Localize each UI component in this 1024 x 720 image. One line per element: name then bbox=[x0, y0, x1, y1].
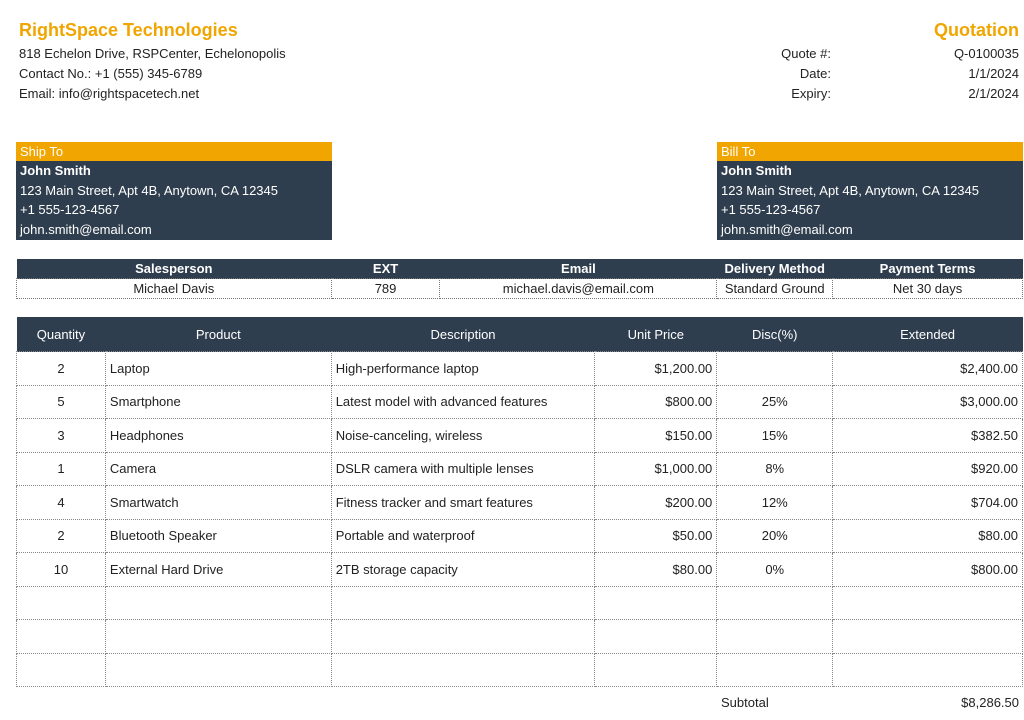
description-cell: Noise-canceling, wireless bbox=[331, 419, 595, 453]
table-row bbox=[17, 352, 1023, 386]
quantity-cell: 3 bbox=[17, 419, 106, 453]
description-cell bbox=[331, 586, 595, 620]
bill-to-address: 123 Main Street, Apt 4B, Anytown, CA 12345 bbox=[721, 182, 980, 198]
product-header: Product bbox=[105, 317, 331, 352]
description-cell bbox=[331, 653, 595, 687]
discount-cell bbox=[717, 352, 833, 386]
discount-cell: 15% bbox=[717, 419, 833, 453]
extended-cell bbox=[833, 586, 1023, 620]
quantity-cell: 2 bbox=[17, 519, 106, 553]
quantity-cell bbox=[17, 620, 106, 654]
delivery-method-value: Standard Ground bbox=[717, 279, 833, 299]
unit-price-cell bbox=[595, 653, 717, 687]
sales-info-table bbox=[16, 259, 1023, 299]
extended-cell: $3,000.00 bbox=[833, 385, 1023, 419]
description-cell bbox=[331, 620, 595, 654]
description-cell: Latest model with advanced features bbox=[331, 385, 595, 419]
discount-header: Disc(%) bbox=[717, 317, 833, 352]
description-cell: 2TB storage capacity bbox=[331, 553, 595, 587]
discount-cell: 12% bbox=[717, 486, 833, 520]
quantity-cell: 5 bbox=[17, 385, 106, 419]
ext-value: 789 bbox=[331, 279, 440, 299]
discount-cell: 25% bbox=[717, 385, 833, 419]
table-row bbox=[17, 653, 1023, 687]
unit-price-cell: $1,200.00 bbox=[595, 352, 717, 386]
ship-to-phone: +1 555-123-4567 bbox=[20, 202, 120, 218]
delivery-method-header: Delivery Method bbox=[717, 259, 833, 279]
unit-price-cell: $200.00 bbox=[595, 486, 717, 520]
company-contact: Contact No.: +1 (555) 345-6789 bbox=[19, 66, 203, 81]
extended-cell bbox=[833, 653, 1023, 687]
description-cell: DSLR camera with multiple lenses bbox=[331, 452, 595, 486]
company-email: Email: info@rightspacetech.net bbox=[19, 86, 200, 101]
extended-cell: $920.00 bbox=[833, 452, 1023, 486]
unit-price-cell: $1,000.00 bbox=[595, 452, 717, 486]
extended-header: Extended bbox=[833, 317, 1023, 352]
unit-price-header: Unit Price bbox=[595, 317, 717, 352]
product-cell bbox=[105, 620, 331, 654]
table-row bbox=[17, 452, 1023, 486]
unit-price-cell: $80.00 bbox=[595, 553, 717, 587]
extended-cell: $2,400.00 bbox=[833, 352, 1023, 386]
discount-cell: 8% bbox=[717, 452, 833, 486]
subtotal-value: $8,286.50 bbox=[961, 695, 1019, 710]
bill-to-name: John Smith bbox=[721, 163, 792, 178]
salesperson-value: Michael Davis bbox=[17, 279, 332, 299]
date-value: 1/1/2024 bbox=[968, 66, 1019, 81]
quote-number-label: Quote #: bbox=[781, 46, 831, 61]
extended-cell: $80.00 bbox=[833, 519, 1023, 553]
table-row bbox=[17, 385, 1023, 419]
company-address: 818 Echelon Drive, RSPCenter, Echelonopolis bbox=[19, 46, 286, 61]
ship-to-block bbox=[16, 142, 332, 240]
bill-to-email: john.smith@email.com bbox=[721, 222, 853, 238]
expiry-label: Expiry: bbox=[791, 86, 831, 101]
extended-cell: $382.50 bbox=[833, 419, 1023, 453]
discount-cell bbox=[717, 620, 833, 654]
quantity-cell: 4 bbox=[17, 486, 106, 520]
description-cell: Portable and waterproof bbox=[331, 519, 595, 553]
email-value: michael.davis@email.com bbox=[440, 279, 717, 299]
payment-terms-value: Net 30 days bbox=[833, 279, 1023, 299]
quantity-cell: 1 bbox=[17, 452, 106, 486]
ship-to-email: john.smith@email.com bbox=[20, 222, 152, 238]
table-row bbox=[17, 419, 1023, 453]
quantity-cell: 2 bbox=[17, 352, 106, 386]
table-row bbox=[17, 519, 1023, 553]
quantity-header: Quantity bbox=[17, 317, 106, 352]
bill-to-phone: +1 555-123-4567 bbox=[721, 202, 821, 218]
payment-terms-header: Payment Terms bbox=[833, 259, 1023, 279]
description-cell: Fitness tracker and smart features bbox=[331, 486, 595, 520]
product-cell bbox=[105, 586, 331, 620]
unit-price-cell: $800.00 bbox=[595, 385, 717, 419]
table-row bbox=[17, 586, 1023, 620]
bill-to-block bbox=[717, 142, 1023, 240]
bill-to-header: Bill To bbox=[717, 142, 1023, 161]
product-cell bbox=[105, 653, 331, 687]
ship-to-header: Ship To bbox=[16, 142, 332, 161]
discount-cell bbox=[717, 653, 833, 687]
product-cell: Laptop bbox=[105, 352, 331, 386]
extended-cell: $800.00 bbox=[833, 553, 1023, 587]
quantity-cell bbox=[17, 653, 106, 687]
quantity-cell bbox=[17, 586, 106, 620]
unit-price-cell bbox=[595, 586, 717, 620]
description-cell: High-performance laptop bbox=[331, 352, 595, 386]
table-row bbox=[17, 486, 1023, 520]
product-cell: Camera bbox=[105, 452, 331, 486]
product-cell: Bluetooth Speaker bbox=[105, 519, 331, 553]
discount-cell: 0% bbox=[717, 553, 833, 587]
unit-price-cell bbox=[595, 620, 717, 654]
ship-to-address: 123 Main Street, Apt 4B, Anytown, CA 12345 bbox=[20, 182, 279, 198]
discount-cell bbox=[717, 586, 833, 620]
quote-number-value: Q-0100035 bbox=[953, 46, 1019, 61]
product-cell: Smartphone bbox=[105, 385, 331, 419]
expiry-value: 2/1/2024 bbox=[968, 86, 1019, 101]
table-row bbox=[17, 553, 1023, 587]
line-items-table bbox=[16, 317, 1023, 687]
subtotal-label: Subtotal bbox=[721, 695, 769, 710]
ext-header: EXT bbox=[331, 259, 440, 279]
date-label: Date: bbox=[799, 66, 831, 81]
product-cell: Headphones bbox=[105, 419, 331, 453]
document-title: Quotation bbox=[934, 20, 1019, 40]
email-header: Email bbox=[440, 259, 717, 279]
discount-cell: 20% bbox=[717, 519, 833, 553]
quantity-cell: 10 bbox=[17, 553, 106, 587]
extended-cell bbox=[833, 620, 1023, 654]
table-row bbox=[17, 620, 1023, 654]
description-header: Description bbox=[331, 317, 595, 352]
extended-cell: $704.00 bbox=[833, 486, 1023, 520]
product-cell: Smartwatch bbox=[105, 486, 331, 520]
unit-price-cell: $150.00 bbox=[595, 419, 717, 453]
company-name: RightSpace Technologies bbox=[19, 20, 238, 40]
product-cell: External Hard Drive bbox=[105, 553, 331, 587]
ship-to-name: John Smith bbox=[20, 163, 91, 178]
salesperson-header: Salesperson bbox=[17, 259, 332, 279]
unit-price-cell: $50.00 bbox=[595, 519, 717, 553]
